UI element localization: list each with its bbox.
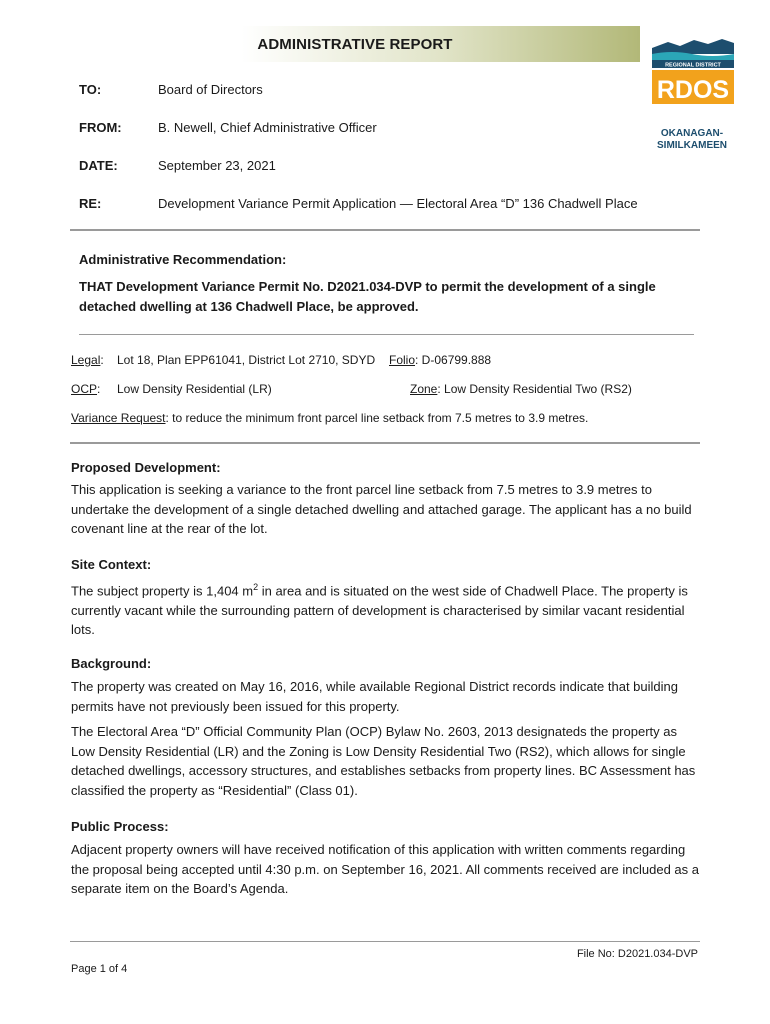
details-divider	[70, 442, 700, 444]
folio-row	[389, 353, 491, 367]
report-title: ADMINISTRATIVE REPORT	[257, 36, 453, 53]
logo-line-2: SIMILKAMEEN	[657, 140, 727, 151]
site-heading: Site Context:	[71, 557, 152, 572]
logo-line-1: OKANAGAN-	[660, 128, 724, 139]
date-label: DATE:	[79, 158, 118, 173]
zone-value: : Low Density Residential Two (RS2)	[437, 382, 632, 396]
to-label: TO:	[79, 82, 102, 97]
folio-value: : D-06799.888	[415, 353, 492, 367]
logo-wordmark: RDOS	[656, 76, 730, 104]
date-value: September 23, 2021	[158, 158, 276, 173]
recommendation-text: THAT Development Variance Permit No. D2021.034-DVP to permit the development of a single detached dwelling at 136 Chadwell Place, be approved.	[79, 279, 656, 314]
folio-label: Folio	[389, 353, 416, 367]
ocp-value: Low Density Residential (LR)	[117, 382, 272, 396]
legal-label: Legal	[71, 353, 101, 367]
background-text-1: The property was created on May 16, 2016, while available Regional District records indicate that building permits have not previously been issued for this property.	[71, 679, 678, 714]
footer-divider	[70, 941, 700, 942]
legal-row: Legal:	[71, 353, 104, 367]
proposed-heading: Proposed Development:	[71, 460, 221, 475]
ocp-label: OCP	[71, 382, 98, 396]
proposed-text: This application is seeking a variance to the front parcel line setback from 7.5 metres to 3.9 metres to undertake the development of a single detached dwelling and attached garage. The applicant has a no build covenant line at the rear of the lot.	[71, 482, 692, 536]
legal-value: Lot 18, Plan EPP61041, District Lot 2710, SDYD	[117, 353, 376, 367]
recommendation-divider	[79, 334, 694, 335]
site-text: The subject property is 1,404 $m^2$ in area and is situated on the west side of Chadwell Place. The property is currently vacant while the surrounding pattern of development is characterised by similar vacant residential lots.	[71, 582, 688, 638]
header-divider	[70, 229, 700, 231]
zone-row	[410, 382, 632, 396]
file-number: File No: D2021.034-DVP	[576, 948, 698, 960]
background-text-2: The Electoral Area “D” Official Community Plan (OCP) Bylaw No. 2603, 2013 designateds the property as Low Density Residential (LR) and the Zoning is Low Density Residential Two (RS2), which allows for single detached dwellings, accessory structures, and establishes setbacks from property lines. BC Assessment has classified the property as “Residential” (Class 01).	[71, 724, 696, 798]
recommendation-heading: Administrative Recommendation:	[79, 252, 287, 267]
page-number: Page 1 of 4	[71, 963, 128, 975]
ocp-row: OCP:	[71, 382, 101, 396]
variance-value: : to reduce the minimum front parcel line setback from 7.5 metres to 3.9 metres.	[165, 411, 589, 425]
zone-label: Zone	[410, 382, 438, 396]
from-value: B. Newell, Chief Administrative Officer	[158, 120, 377, 135]
public-text: Adjacent property owners will have received notification of this application with written comments regarding the proposal being accepted until 4:30 p.m. on September 16, 2021. All comments received are included as a separate item on the Board’s Agenda.	[71, 842, 699, 896]
to-value: Board of Directors	[158, 82, 263, 97]
from-label: FROM:	[79, 120, 122, 135]
re-label: RE:	[79, 196, 102, 211]
public-heading: Public Process:	[71, 819, 169, 834]
re-value: Development Variance Permit Application — Electoral Area “D” 136 Chadwell Place	[158, 196, 638, 211]
variance-row	[71, 411, 588, 425]
background-heading: Background:	[71, 656, 152, 671]
logo-band-text: REGIONAL DISTRICT	[665, 62, 721, 69]
variance-label: Variance Request	[71, 411, 166, 425]
